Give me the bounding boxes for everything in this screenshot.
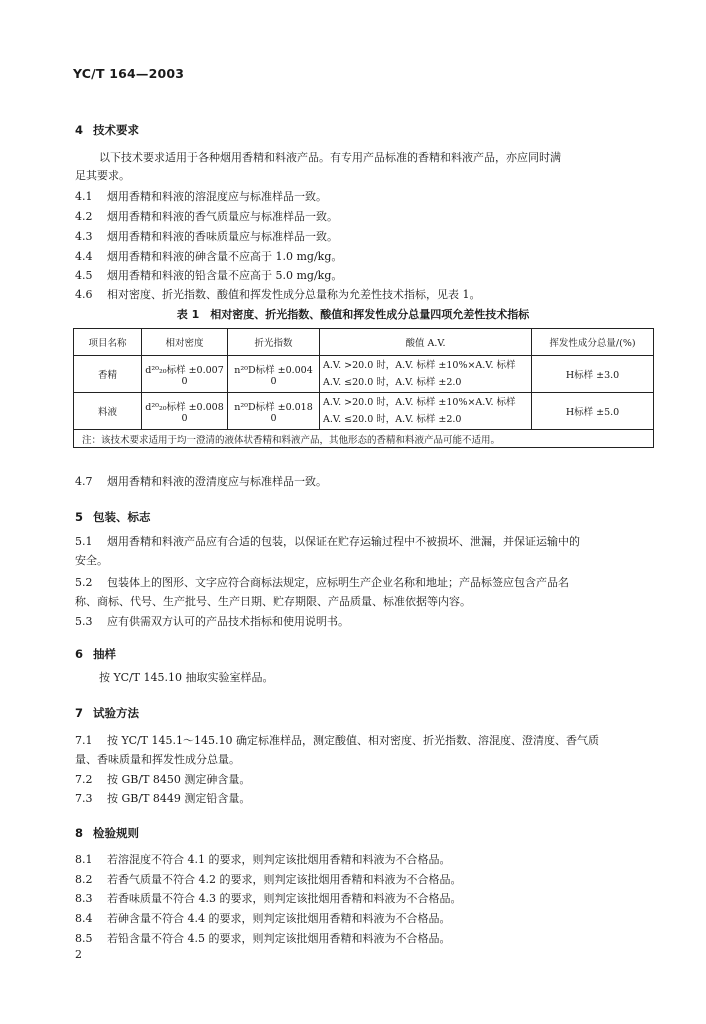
table-row — [74, 356, 654, 393]
col-header: 折光指数 — [228, 329, 320, 356]
section-7-heading: 7 试验方法 — [75, 706, 139, 720]
clause-5-1: 5.1 烟用香精和料液产品应有合适的包装，以保证在贮存运输过程中不被损坏、泄漏，并保证运输中的 — [75, 535, 580, 548]
volatile-cell: H标样 ±3.0 — [532, 356, 654, 393]
clause-7-1: 7.1 按 YC/T 145.1～145.10 确定标准样品，测定酸值、相对密度、折光指数、溶混度、澄清度、香气质 — [75, 734, 599, 747]
clause-4-3: 4.3 烟用香精和料液的香味质量应与标准样品一致。 — [75, 230, 338, 243]
row-name: 料液 — [74, 393, 142, 430]
section-4-intro: 以下技术要求适用于各种烟用香精和料液产品。有专用产品标准的香精和料液产品，亦应同时满 — [99, 151, 561, 164]
table-1 — [73, 328, 654, 448]
clause-8-5: 8.5 若铅含量不符合 4.5 的要求，则判定该批烟用香精和料液为不合格品。 — [75, 932, 451, 945]
table-note-row — [74, 430, 654, 448]
clause-5-3: 5.3 应有供需双方认可的产品技术指标和使用说明书。 — [75, 615, 349, 628]
clause-4-5: 4.5 烟用香精和料液的铅含量不应高于 5.0 mg/kg。 — [75, 269, 343, 282]
acid-value-cell: A.V. >20.0 时，A.V. 标样 ±10%×A.V. 标样 A.V. ≤20.0 时，A.V. 标样 ±2.0 — [320, 356, 532, 393]
table-row — [74, 393, 654, 430]
col-header: 酸值 A.V. — [320, 329, 532, 356]
table-note: 注：该技术要求适用于均一澄清的液体状香精和料液产品，其他形态的香精和料液产品可能不适用。 — [74, 430, 654, 448]
density-cell: d²⁰₂₀标样 ±0.008 0 — [142, 393, 228, 430]
page-number: 2 — [75, 948, 82, 961]
clause-4-6: 4.6 相对密度、折光指数、酸值和挥发性成分总量称为允差性技术指标，见表 1。 — [75, 288, 481, 301]
clause-4-4: 4.4 烟用香精和料液的砷含量不应高于 1.0 mg/kg。 — [75, 250, 343, 263]
table-header-row — [74, 329, 654, 356]
clause-7-2: 7.2 按 GB/T 8450 测定砷含量。 — [75, 773, 251, 786]
section-4-heading: 4 技术要求 — [75, 123, 139, 137]
section-6-text: 按 YC/T 145.10 抽取实验室样品。 — [99, 671, 274, 684]
refraction-cell: n²⁰D标样 ±0.004 0 — [228, 356, 320, 393]
clause-7-3: 7.3 按 GB/T 8449 测定铅含量。 — [75, 792, 251, 805]
section-8-heading: 8 检验规则 — [75, 826, 139, 840]
refraction-cell: n²⁰D标样 ±0.018 0 — [228, 393, 320, 430]
clause-7-1-cont: 量、香味质量和挥发性成分总量。 — [75, 753, 240, 766]
section-4-intro-cont: 足其要求。 — [75, 169, 130, 182]
clause-8-3: 8.3 若香味质量不符合 4.3 的要求，则判定该批烟用香精和料液为不合格品。 — [75, 892, 462, 905]
col-header: 相对密度 — [142, 329, 228, 356]
clause-4-2: 4.2 烟用香精和料液的香气质量应与标准样品一致。 — [75, 210, 338, 223]
acid-value-cell: A.V. >20.0 时，A.V. 标样 ±10%×A.V. 标样 A.V. ≤20.0 时，A.V. 标样 ±2.0 — [320, 393, 532, 430]
clause-4-7: 4.7 烟用香精和料液的澄清度应与标准样品一致。 — [75, 475, 327, 488]
col-header: 项目名称 — [74, 329, 142, 356]
col-header: 挥发性成分总量/(%) — [532, 329, 654, 356]
clause-5-1-cont: 安全。 — [75, 554, 108, 567]
volatile-cell: H标样 ±5.0 — [532, 393, 654, 430]
clause-5-2-cont: 称、商标、代号、生产批号、生产日期、贮存期限、产品质量、标准依据等内容。 — [75, 595, 471, 608]
clause-8-4: 8.4 若砷含量不符合 4.4 的要求，则判定该批烟用香精和料液为不合格品。 — [75, 912, 451, 925]
table-1-caption: 表 1 相对密度、折光指数、酸值和挥发性成分总量四项允差性技术指标 — [176, 308, 530, 321]
clause-8-1: 8.1 若溶混度不符合 4.1 的要求，则判定该批烟用香精和料液为不合格品。 — [75, 853, 451, 866]
density-cell: d²⁰₂₀标样 ±0.007 0 — [142, 356, 228, 393]
clause-8-2: 8.2 若香气质量不符合 4.2 的要求，则判定该批烟用香精和料液为不合格品。 — [75, 873, 462, 886]
clause-4-1: 4.1 烟用香精和料液的溶混度应与标准样品一致。 — [75, 190, 327, 203]
row-name: 香精 — [74, 356, 142, 393]
section-6-heading: 6 抽样 — [75, 647, 116, 661]
section-5-heading: 5 包装、标志 — [75, 510, 151, 524]
clause-5-2: 5.2 包装体上的图形、文字应符合商标法规定，应标明生产企业名称和地址；产品标签应包含产品名 — [75, 576, 569, 589]
standard-number: YC/T 164—2003 — [73, 66, 185, 81]
